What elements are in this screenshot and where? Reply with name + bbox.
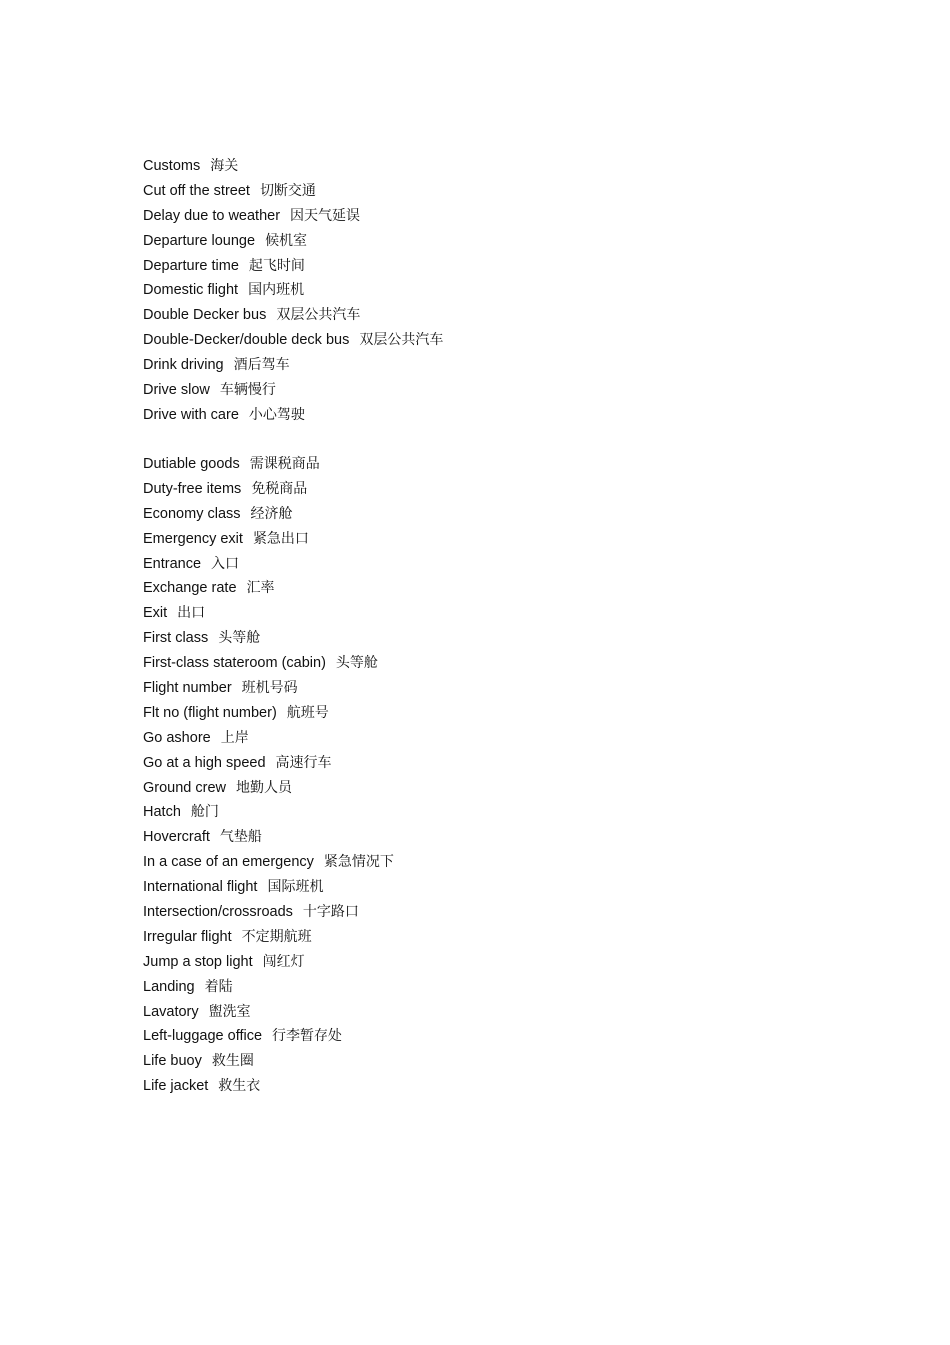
english-term: Go ashore [143, 729, 211, 746]
english-term: Exit [143, 605, 168, 622]
chinese-term: 切断交通 [259, 182, 316, 199]
vocab-entry [143, 1024, 394, 1049]
vocab-entry [143, 477, 394, 502]
vocab-entry [143, 527, 394, 552]
chinese-term: 候机室 [265, 232, 308, 249]
chinese-term: 紧急出口 [252, 530, 309, 547]
vocab-entry [143, 1074, 394, 1099]
chinese-term: 地勤人员 [236, 779, 293, 796]
vocab-entry [143, 676, 394, 701]
vocab-entry [143, 701, 394, 726]
vocab-entry [143, 204, 443, 229]
vocab-entry [143, 875, 394, 900]
chinese-term: 入口 [211, 555, 240, 572]
chinese-term: 航班号 [286, 704, 329, 721]
vocab-entry [143, 353, 443, 378]
english-term: Duty-free items [143, 480, 242, 497]
chinese-term: 头等舱 [218, 630, 261, 647]
english-term: Drive slow [143, 382, 210, 399]
english-term: First-class stateroom (cabin) [143, 655, 326, 672]
vocab-entry [143, 751, 394, 776]
english-term: Drink driving [143, 357, 224, 374]
chinese-term: 小心驾驶 [248, 406, 305, 423]
vocab-entry [143, 403, 443, 428]
english-term: Hatch [143, 804, 181, 821]
vocab-entry [143, 576, 394, 601]
english-term: Departure lounge [143, 232, 256, 249]
english-term: Life jacket [143, 1078, 209, 1095]
english-term: Entrance [143, 555, 202, 572]
english-term: Irregular flight [143, 928, 232, 945]
chinese-term: 头等舱 [335, 655, 378, 672]
english-term: Go at a high speed [143, 754, 266, 771]
english-term: Exchange rate [143, 580, 237, 597]
chinese-term: 不定期航班 [241, 928, 312, 945]
chinese-term: 国际班机 [267, 879, 324, 896]
english-term: Economy class [143, 505, 241, 522]
chinese-term: 救生衣 [218, 1078, 261, 1095]
chinese-term: 盥洗室 [208, 1003, 251, 1020]
vocab-entry [143, 278, 443, 303]
chinese-term: 舱门 [190, 804, 219, 821]
vocab-entry [143, 179, 443, 204]
chinese-term: 救生圈 [211, 1053, 254, 1070]
chinese-term: 上岸 [220, 729, 249, 746]
vocab-entry [143, 552, 394, 577]
chinese-term: 十字路口 [302, 904, 359, 921]
english-term: Drive with care [143, 406, 239, 423]
chinese-term: 海关 [210, 158, 239, 174]
chinese-term: 着陆 [204, 978, 233, 995]
vocabulary-section-2 [143, 452, 394, 1099]
english-term: Jump a stop light [143, 953, 253, 970]
english-term: Left-luggage office [143, 1028, 263, 1045]
vocab-entry [143, 975, 394, 1000]
english-term: In a case of an emergency [143, 854, 314, 871]
vocab-entry [143, 154, 443, 179]
vocab-entry [143, 452, 394, 477]
english-term: Lavatory [143, 1003, 199, 1020]
chinese-term: 起飞时间 [248, 257, 305, 274]
english-term: Cut off the street [143, 182, 250, 199]
vocab-entry [143, 925, 394, 950]
english-term: Delay due to weather [143, 207, 281, 224]
vocab-entry [143, 726, 394, 751]
vocab-entry [143, 229, 443, 254]
chinese-term: 双层公共汽车 [276, 307, 361, 324]
vocab-entry [143, 800, 394, 825]
vocab-entry [143, 1000, 394, 1025]
vocab-entry [143, 950, 394, 975]
chinese-term: 经济舱 [250, 505, 293, 522]
english-term: Double Decker bus [143, 307, 267, 324]
chinese-term: 行李暂存处 [272, 1028, 343, 1045]
chinese-term: 酒后驾车 [233, 357, 290, 374]
vocab-entry [143, 825, 394, 850]
vocab-entry [143, 601, 394, 626]
english-term: Emergency exit [143, 530, 243, 547]
english-term: Flight number [143, 680, 232, 697]
english-term: Hovercraft [143, 829, 210, 846]
vocab-entry [143, 776, 394, 801]
vocab-entry [143, 850, 394, 875]
vocab-entry [143, 328, 443, 353]
chinese-term: 汇率 [246, 580, 275, 597]
english-term: Ground crew [143, 779, 227, 796]
vocab-entry [143, 303, 443, 328]
english-term: Intersection/crossroads [143, 904, 293, 921]
chinese-term: 免税商品 [251, 480, 308, 497]
chinese-term: 气垫船 [219, 829, 262, 846]
english-term: Double-Decker/double deck bus [143, 332, 350, 349]
vocab-entry [143, 626, 394, 651]
vocab-entry [143, 900, 394, 925]
english-term: Landing [143, 978, 195, 995]
english-term: Domestic flight [143, 282, 239, 299]
chinese-term: 闯红灯 [262, 953, 305, 970]
vocab-entry [143, 502, 394, 527]
chinese-term: 双层公共汽车 [359, 332, 444, 349]
vocabulary-section-1 [143, 154, 443, 428]
vocab-entry [143, 1049, 394, 1074]
english-term: International flight [143, 879, 258, 896]
chinese-term: 紧急情况下 [323, 854, 394, 871]
english-term: Dutiable goods [143, 456, 240, 472]
english-term: Flt no (flight number) [143, 704, 277, 721]
vocab-entry [143, 651, 394, 676]
english-term: Departure time [143, 257, 239, 274]
chinese-term: 班机号码 [241, 680, 298, 697]
english-term: Life buoy [143, 1053, 202, 1070]
english-term: Customs [143, 158, 201, 174]
chinese-term: 因天气延误 [290, 207, 361, 224]
chinese-term: 车辆慢行 [219, 382, 276, 399]
chinese-term: 需课税商品 [249, 456, 320, 472]
english-term: First class [143, 630, 209, 647]
chinese-term: 国内班机 [248, 282, 305, 299]
vocab-entry [143, 254, 443, 279]
chinese-term: 出口 [177, 605, 206, 622]
chinese-term: 高速行车 [275, 754, 332, 771]
vocab-entry [143, 378, 443, 403]
